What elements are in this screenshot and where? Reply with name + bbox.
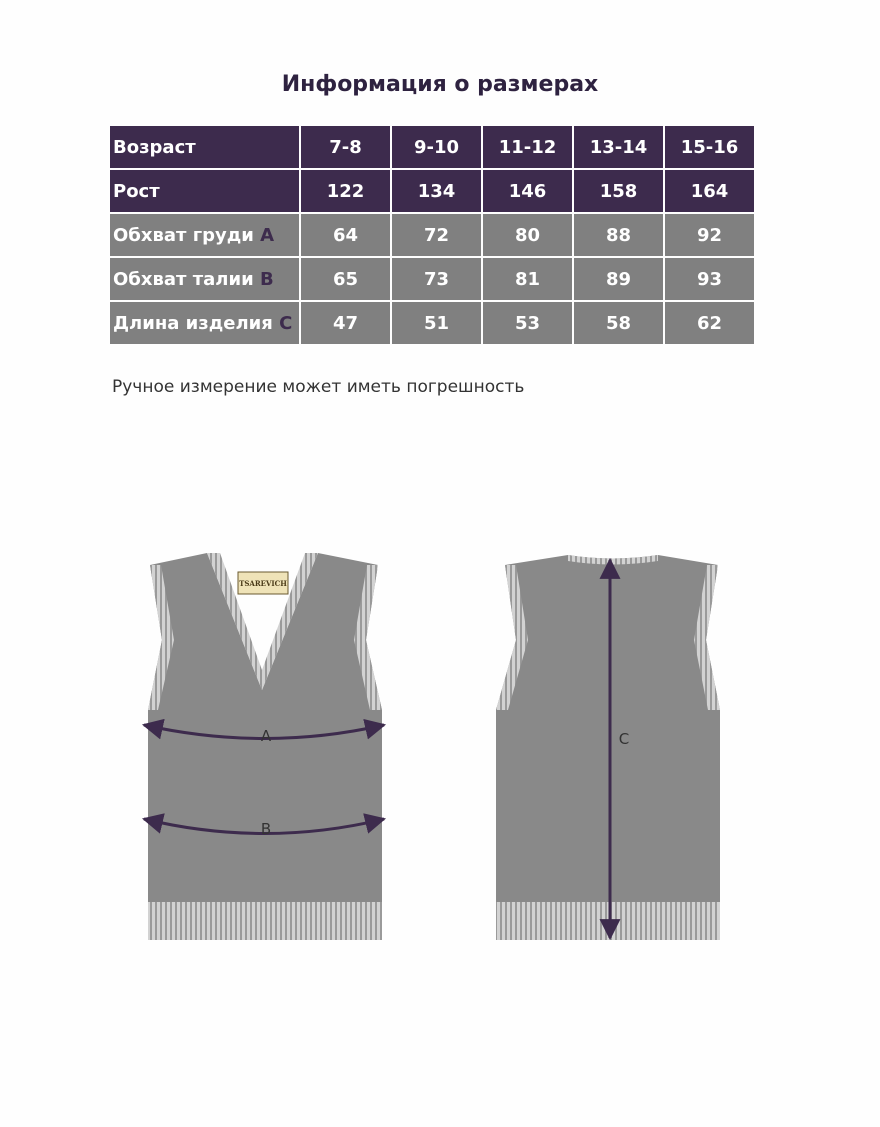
label-b: B	[260, 820, 272, 838]
table-cell: 92	[665, 214, 754, 256]
table-cell: 88	[574, 214, 663, 256]
front-vest	[144, 553, 384, 940]
table-row-age	[110, 126, 754, 168]
table-cell: 64	[301, 214, 390, 256]
row-label: Рост	[110, 170, 299, 212]
measurement-note: Ручное измерение может иметь погрешность	[112, 377, 525, 397]
table-cell: 47	[301, 302, 390, 344]
table-cell: 62	[665, 302, 754, 344]
table-cell: 53	[483, 302, 572, 344]
row-label: Возраст	[110, 126, 299, 168]
table-cell: 72	[392, 214, 481, 256]
row-label: Длина изделия C	[110, 302, 299, 344]
row-label: Обхват груди A	[110, 214, 299, 256]
vest-diagrams	[0, 520, 880, 960]
table-row-waist	[110, 258, 754, 300]
table-cell: 93	[665, 258, 754, 300]
table-cell: 51	[392, 302, 481, 344]
table-cell: 164	[665, 170, 754, 212]
table-cell: 13-14	[574, 126, 663, 168]
row-label: Обхват талии B	[110, 258, 299, 300]
table-cell: 58	[574, 302, 663, 344]
table-cell: 7-8	[301, 126, 390, 168]
table-cell: 11-12	[483, 126, 572, 168]
table-row-height	[110, 170, 754, 212]
back-vest	[496, 555, 720, 940]
back-hem-rib	[496, 902, 720, 940]
front-hem-rib	[148, 902, 382, 940]
page-title: Информация о размерах	[281, 72, 599, 97]
table-cell: 73	[392, 258, 481, 300]
label-a: A	[260, 727, 272, 745]
table-cell: 9-10	[392, 126, 481, 168]
table-cell: 81	[483, 258, 572, 300]
size-table	[108, 124, 756, 346]
table-cell: 146	[483, 170, 572, 212]
table-row-length	[110, 302, 754, 344]
label-c: C	[618, 730, 630, 748]
table-cell: 158	[574, 170, 663, 212]
table-cell: 15-16	[665, 126, 754, 168]
table-row-chest	[110, 214, 754, 256]
table-cell: 80	[483, 214, 572, 256]
table-cell: 89	[574, 258, 663, 300]
brand-tag-text: TSAREVICH	[239, 579, 287, 588]
table-cell: 134	[392, 170, 481, 212]
table-cell: 65	[301, 258, 390, 300]
table-cell: 122	[301, 170, 390, 212]
